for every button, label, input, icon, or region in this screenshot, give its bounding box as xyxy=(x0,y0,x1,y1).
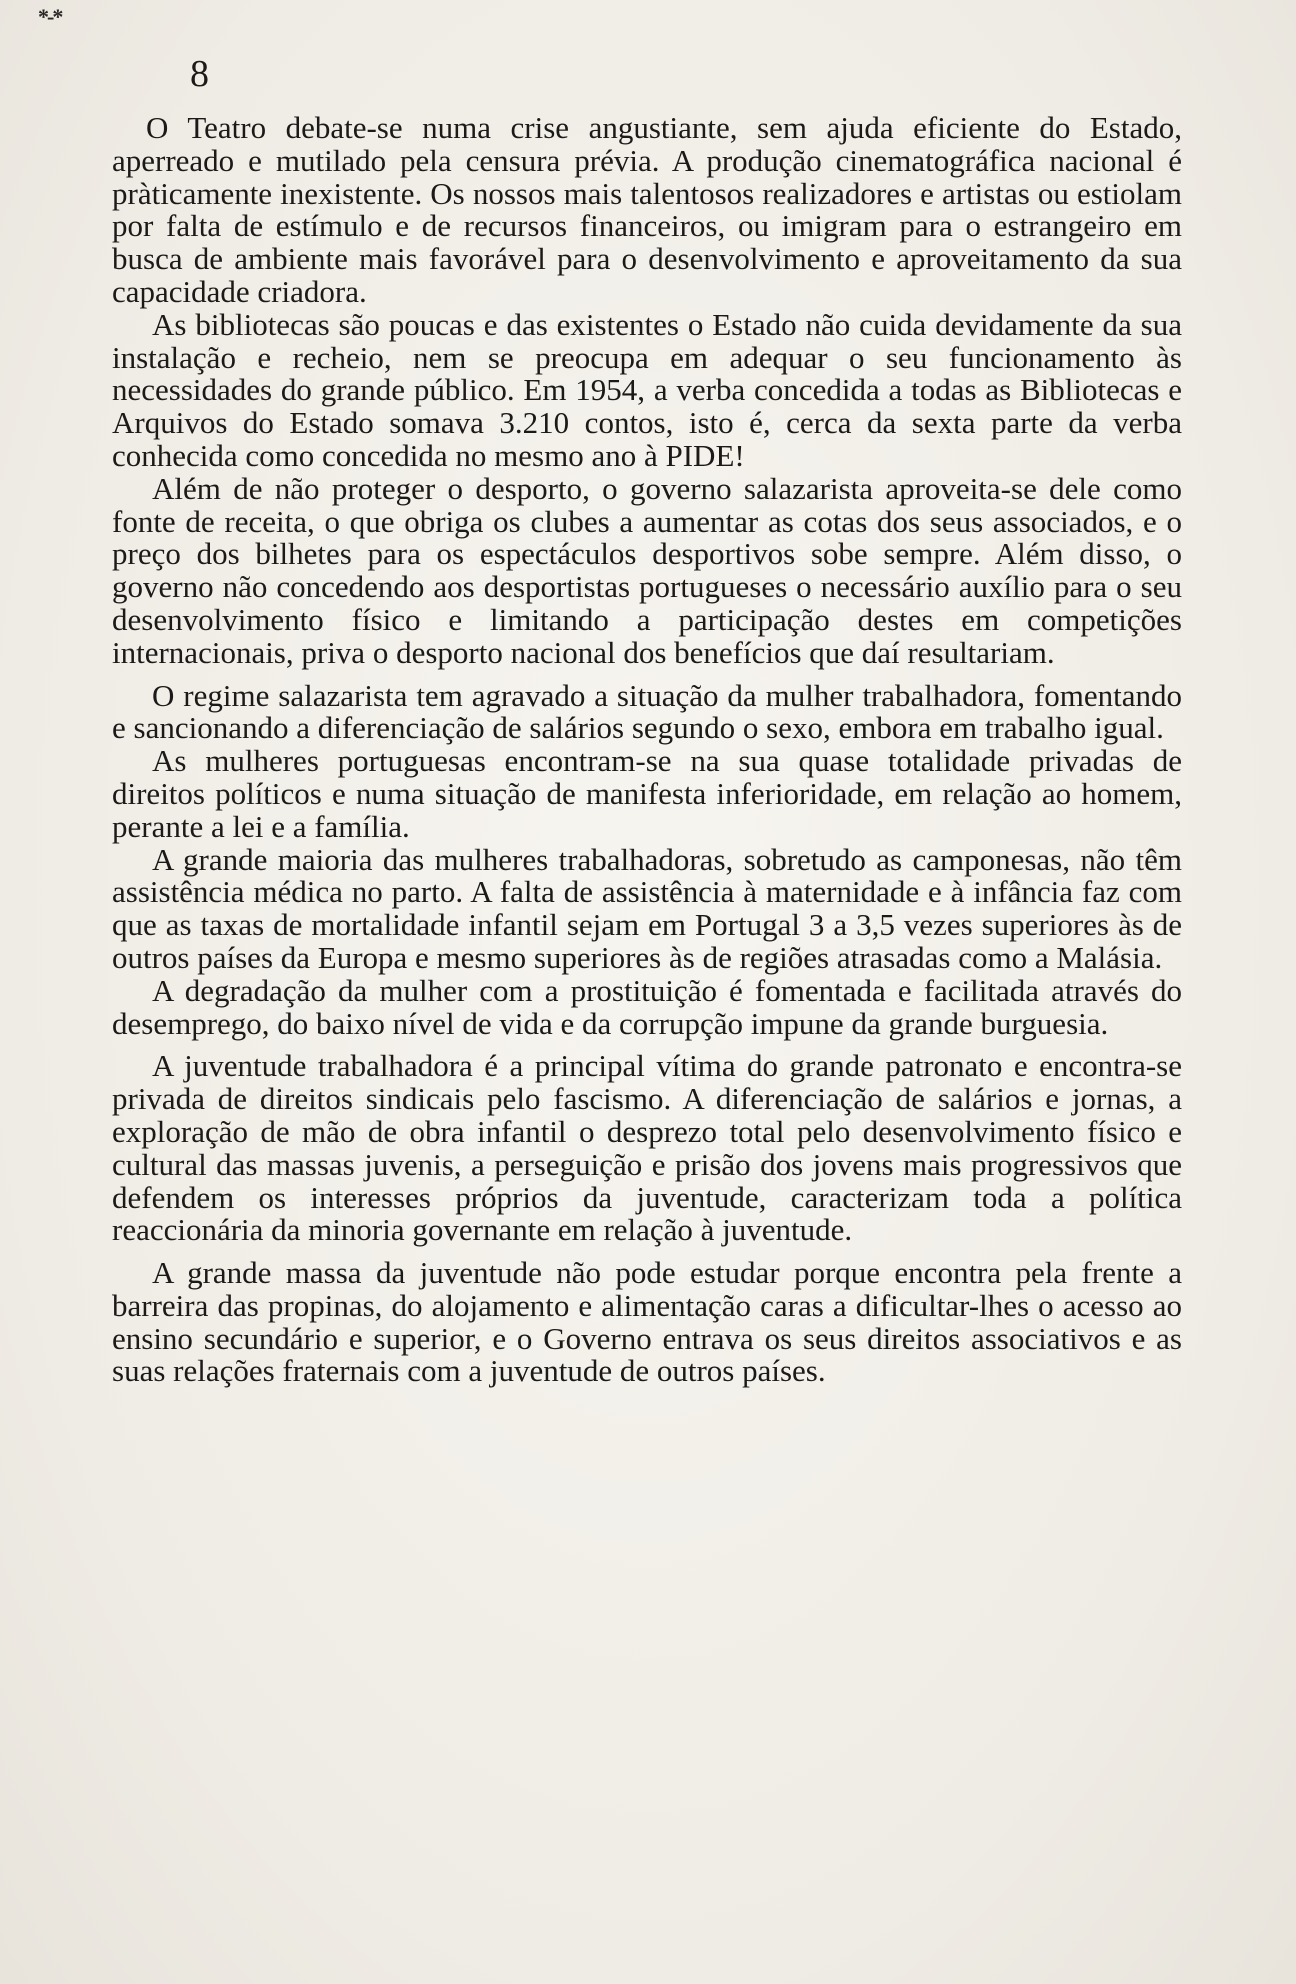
page-number: 8 xyxy=(190,53,209,95)
paragraph-women-workers: O regime salazarista tem agravado a situação da mulher trabalhadora, fomentando e sancionando a diferenciação de salários segundo o sexo, embora em trabalho igual. xyxy=(112,677,1182,746)
corner-mark: *-* xyxy=(38,4,62,29)
paragraph-libraries: As bibliotecas são poucas e das existentes o Estado não cuida devidamente da sua instalação e recheio, nem se preocupa em adequar o seu funcionamento às necessidades do grande público. Em 1954, a verba concedida a todas as Bibliotecas e Arquivos do Estado somava 3.210 contos, isto é, cerca da sexta parte da verba conhecida como concedida no mesmo ano à PIDE! xyxy=(112,306,1182,473)
paragraph-women-rights: As mulheres portuguesas encontram-se na sua quase totalidade privadas de direitos políticos e numa situação de manifesta inferioridade, em relação ao homem, perante a lei e a família. xyxy=(112,743,1182,844)
paragraph-youth-education: A grande massa da juventude não pode estudar porque encontra pela frente a barreira das propinas, do alojamento e alimentação caras a dificultar-lhes o acesso ao ensino secundário e superior, e o Governo entrava os seus direitos associativos e as suas relações fraternais com a juventude de outros países. xyxy=(112,1255,1182,1389)
paragraph-sport: Além de não proteger o desporto, o governo salazarista aproveita-se dele como fonte de receita, o que obriga os clubes a aumentar as cotas dos seus associados, e o preço dos bilhetes para os espectáculos desportivos sobe sempre. Além disso, o governo não concedendo aos desportistas portugueses o necessário auxílio para o seu desenvolvimento físico e limitando a participação destes em competições internacionais, priva o desporto nacional dos benefícios que daí resultariam. xyxy=(112,470,1182,670)
paragraph-theatre: O Teatro debate-se numa crise angustiante, sem ajuda eficiente do Estado, aperreado e mutilado pela censura prévia. A produção cinematográfica nacional é pràticamente inexistente. Os nossos mais talentosos realizadores e artistas ou estiolam por falta de estímulo e de recursos financeiros, ou imigram para o estrangeiro em busca de ambiente mais favorável para o desenvolvimento e aproveitamento da sua capacidade criadora. xyxy=(112,110,1182,309)
paragraph-youth-workers: A juventude trabalhadora é a principal vítima do grande patronato e encontra-se privada de direitos sindicais pelo fascismo. A diferenciação de salários e jornas, a exploração de mão de obra infantil o desprezo total pelo desenvolvimento físico e cultural das massas juvenis, a perseguição e prisão dos jovens mais progressivos que defendem os interesses próprios da juventude, caracterizam toda a política reaccionária da minoria governante em relação à juventude. xyxy=(112,1048,1182,1248)
paragraph-prostitution: A degradação da mulher com a prostituição é fomentada e facilitada através do desemprego, do baixo nível de vida e da corrupção impune da grande burguesia. xyxy=(112,972,1182,1041)
paragraph-maternity: A grande maioria das mulheres trabalhadoras, sobretudo as camponesas, não têm assistência médica no parto. A falta de assistência à maternidade e à infância faz com que as taxas de mortalidade infantil sejam em Portugal 3 a 3,5 vezes superiores às de outros países da Europa e mesmo superiores às de regiões atrasadas como a Malásia. xyxy=(112,841,1182,975)
body-text xyxy=(112,112,1182,1388)
